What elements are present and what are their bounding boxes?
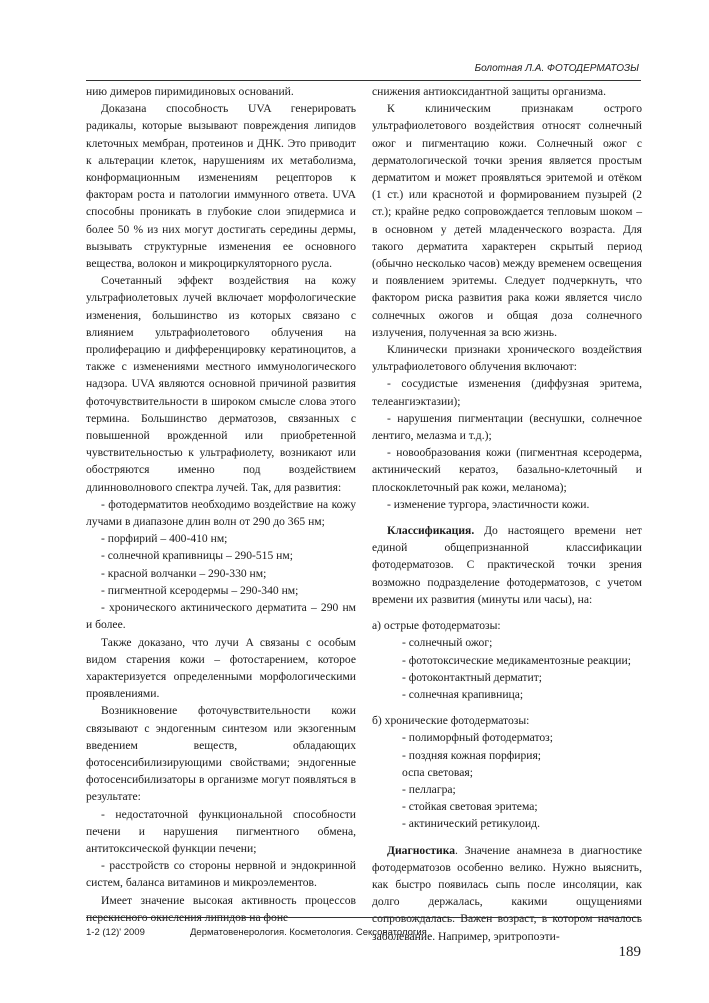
list-item: - фотодерматитов необходимо воздействие на кожу лучами в диапазоне длин волн от 290 до 365 нм; xyxy=(86,497,356,529)
right-column xyxy=(372,83,642,945)
list-item: - пигментной ксеродермы – 290-340 нм; xyxy=(101,583,299,597)
list-item: - порфирий – 400-410 нм; xyxy=(101,532,228,546)
left-column xyxy=(86,83,356,926)
page-number: 189 xyxy=(618,944,641,960)
paragraph: К клиническим признакам острого ультрафиолетового воздействия относят солнечный ожог и пигментацию кожи. Солнечный ожог с дерматологической точки зрения является простым дерматитом и может проявляться эритемой и отёком (1 ст.) или краснотой и формированием пузырей (2 ст.); крайне редко сопровождается тепловым шоком – в основном у детей младенческого возраста. Для такого дерматита характерен скрытый период (обычно несколько часов) между временем освещения и появлением эритемы. Следует подчеркнуть, что фактором риска развития рака кожи является число солнечных ожогов и общая доза солнечного излучения, полученная за всю жизнь. xyxy=(372,102,642,339)
paragraph: Сочетанный эффект воздействия на кожу ультрафиолетовых лучей включает морфологические изменения, большинство из которых связано с влиянием ультрафиолетового облучения на пролиферацию и дифференцировку кератиноцитов, а также с изменениями местного иммунологического надзора. UVA являются основной причиной развития фоточувствительности в широком смысле слова этого термина. Большинство дерматозов, связанных с повышенной врожденной или приобретенной чувствительностью к ультрафиолету, возникают или обостряются именно под воздействием длинноволнового спектра лучей. Так, для развития: xyxy=(86,274,356,494)
section-spacer xyxy=(372,608,642,617)
list-item: - солнечной крапивницы – 290-515 нм; xyxy=(101,549,293,563)
acute-item: - солнечный ожог; xyxy=(402,636,493,650)
acute-label: а) острые фотодерматозы: xyxy=(372,619,501,633)
paragraph: Клинически признаки хронического воздействия ультрафиолетового облучения включают: xyxy=(372,343,642,374)
chronic-item: - актинический ретикулоид. xyxy=(402,817,540,831)
chronic-item: оспа световая; xyxy=(402,765,473,779)
list-item: - нарушения пигментации (веснушки, солнечное лентиго, мелазма и т.д.); xyxy=(372,411,642,443)
chronic-label: б) хронические фотодерматозы: xyxy=(372,714,530,728)
chronic-item: - пеллагра; xyxy=(402,782,456,796)
issue-label: 1-2 (12)' 2009 xyxy=(86,927,145,938)
classification-paragraph xyxy=(372,522,642,608)
paragraph: Доказана способность UVA генерировать радикалы, которые вызывают повреждения липидов клеточных мембран, протеинов и ДНК. Это приводит к альтерации клеток, нарушениям их метаболизма, конформационным изменениям рецепторов к факторам роста и патологии иммунного ответа. UVA способны проникать в глубокие слои эпидермиса и более 50 % из них могут достигать середины дермы, вызывать структурные изменения ее основного вещества, волокон и микроциркуляторного русла. xyxy=(86,102,356,271)
list-item: - изменение тургора, эластичности кожи. xyxy=(387,497,590,511)
section-spacer xyxy=(372,833,642,842)
acute-item: - фотоконтактный дерматит; xyxy=(402,670,542,684)
acute-item: - фототоксические медикаментозные реакции; xyxy=(402,653,631,667)
paragraph: снижения антиоксидантной защиты организма. xyxy=(372,85,606,98)
list-item: - красной волчанки – 290-330 нм; xyxy=(101,566,267,580)
running-head: Болотная Л.А. ФОТОДЕРМАТОЗЫ xyxy=(474,63,639,74)
paragraph: нию димеров пиримидиновых оснований. xyxy=(86,85,294,98)
section-spacer xyxy=(372,703,642,712)
chronic-item: - поздняя кожная порфирия; xyxy=(402,748,542,762)
footer-rule xyxy=(86,917,641,918)
paragraph: Имеет значение высокая активность процессов перекисного окисления липидов на фоне xyxy=(86,893,356,924)
journal-title: Дерматовенерология. Косметология. Сексопатология xyxy=(190,927,427,938)
list-item: - новообразования кожи (пигментная ксеродерма, актинический кератоз, базально-клеточный и плоскоклеточный рак кожи, меланома); xyxy=(372,446,642,494)
diagnostics-heading: Диагностика xyxy=(387,843,456,857)
chronic-item: - стойкая световая эритема; xyxy=(402,800,538,814)
chronic-item: - полиморфный фотодерматоз; xyxy=(402,731,553,745)
list-item: - хронического актинического дерматита – 290 нм и более. xyxy=(86,601,356,632)
section-spacer xyxy=(372,513,642,522)
diagnostics-text: . Значение анамнеза в диагностике фотодерматозов особенно велико. Нужно выяснить, как быстро появилась сыпь после инсоляции, как долго держалась, какими ощущениями сопровождалась. Важен возраст, в котором началось заболевание. Например, эритропоэти- xyxy=(372,843,642,943)
list-item: - расстройств со стороны нервной и эндокринной систем, баланса витаминов и микроэлементов. xyxy=(86,859,356,890)
list-item: - сосудистые изменения (диффузная эритема, телеангиэктазии); xyxy=(372,377,642,408)
acute-item: - солнечная крапивница; xyxy=(402,687,524,701)
list-item: - недостаточной функциональной способности печени и нарушения пигментного обмена, антитоксической функции печени; xyxy=(86,807,356,855)
classification-text: До настоящего времени нет единой общепризнанной классификации фотодерматозов. С практической точки зрения возможно подразделение фотодерматозов, с учетом времени их развития (минуты или часы), на: xyxy=(372,524,642,606)
classification-heading: Классификация. xyxy=(387,524,475,538)
paragraph: Также доказано, что лучи A связаны с особым видом старения кожи – фотостарением, которое характеризуется определенными морфологическими проявлениями. xyxy=(86,635,356,701)
paragraph: Возникновение фоточувствительности кожи связывают с эндогенным синтезом или экзогенным введением веществ, обладающих фотосенсибилизирующими свойствами; эндогенные фотосенсибилизаторы в организме могут появляться в результате: xyxy=(86,704,356,804)
header-rule xyxy=(86,80,641,81)
